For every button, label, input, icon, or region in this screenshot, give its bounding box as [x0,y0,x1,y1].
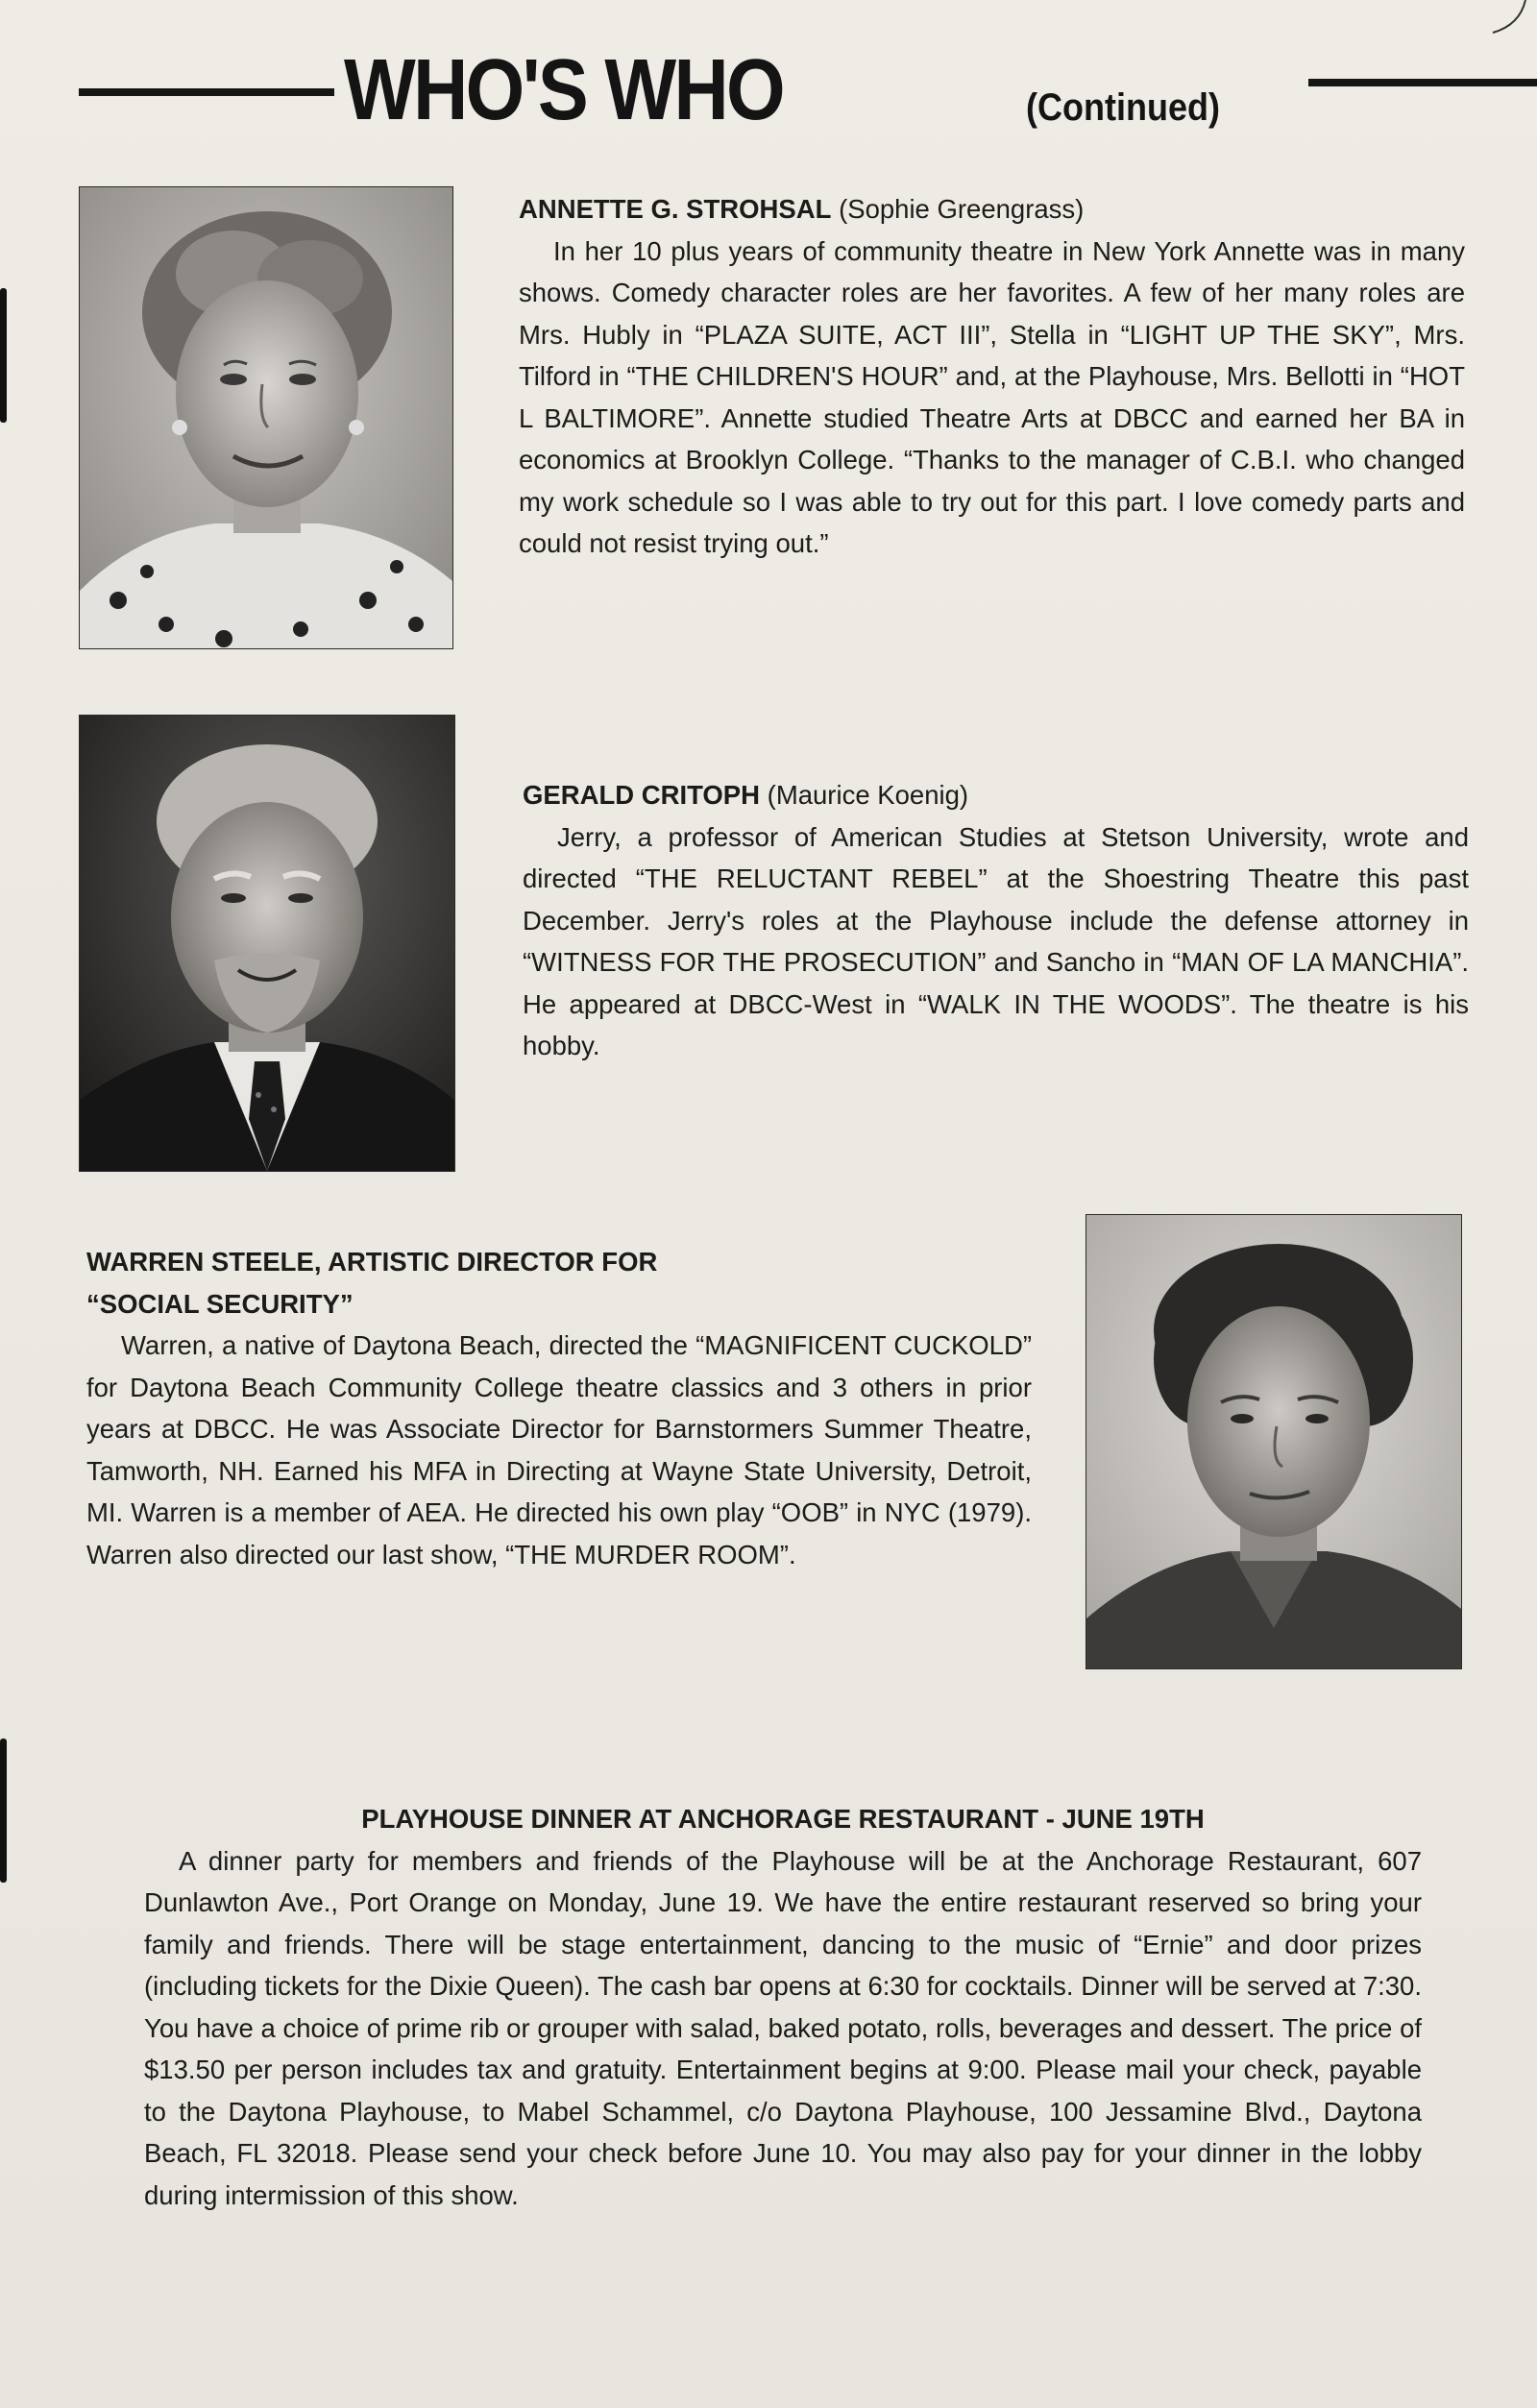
bio-name: GERALD CRITOPH [523,780,761,810]
portrait-man-casual-icon [1086,1215,1461,1668]
section-title: PLAYHOUSE DINNER AT ANCHORAGE RESTAURANT - JUNE 19TH [361,1804,1205,1834]
page-title: WHO'S WHO [344,42,784,138]
bio-body: Jerry, a professor of American Studies at Stetson University, wrote and directed “THE RELUCTANT REBEL” at the Shoestring Theatre this past December. Jerry's roles at the Playhouse include the defense attorney in “WITNESS FOR THE PROSECUTION” and Sancho in “MAN OF LA MANCHIA”. He appeared at DBCC-West in “WALK IN THE WOODS”. The theatre is his hobby. [523,821,1469,1060]
portrait-man-suit-icon [80,716,454,1171]
photo-gerald-critoph [79,715,455,1172]
bio-warren-steele [86,1241,1032,1575]
photo-annette-strohsal [79,186,453,649]
page-corner-curl-icon [1487,0,1533,46]
bio-heading [519,188,1465,231]
photo-warren-steele [1086,1214,1462,1669]
bio-annette-strohsal [519,188,1465,565]
bio-heading [523,774,1469,816]
bio-gerald-critoph [523,774,1469,1067]
bio-role: (Sophie Greengrass) [839,194,1085,224]
page-subtitle: (Continued) [1026,86,1220,129]
bio-name-line2: “SOCIAL SECURITY” [86,1288,354,1319]
section-body: A dinner party for members and friends of the Playhouse will be at the Anchorage Restaurant, 607 Dunlawton Ave., Port Orange on Monday, June 19. We have the entire restaurant reserved so bring your family and friends. There will be stage entertainment, dancing to the music of “Ernie” and door prizes (including tickets for the Dixie Queen). The cash bar opens at 6:30 for cocktails. Dinner will be served at 7:30. You have a choice of prime rib or grouper with salad, baked potato, rolls, beverages and dessert. The price of $13.50 per person includes tax and gratuity. Entertainment begins at 9:00. Please mail your check, payable to the Daytona Playhouse, to Mabel Schammel, c/o Daytona Playhouse, 100 Jessamine Blvd., Daytona Beach, FL 32018. Please send your check before June 10. You may also pay for your dinner in the lobby during intermission of this show. [144,1845,1422,2210]
bio-role: (Maurice Koenig) [767,780,969,810]
edge-mark-top [0,288,7,423]
dinner-announcement [144,1798,1422,2216]
bio-body: Warren, a native of Daytona Beach, directed the “MAGNIFICENT CUCKOLD” for Daytona Beach Community College theatre classics and 3 others in prior years at DBCC. He was Associate Director for Barnstormers Summer Theatre, Tamworth, NH. Earned his MFA in Directing at Wayne State University, Detroit, MI. Warren is a member of AEA. He directed his own play “OOB” in NYC (1979). Warren also directed our last show, “THE MURDER ROOM”. [86,1330,1032,1569]
title-rule-left [79,88,334,96]
bio-body: In her 10 plus years of community theatre in New York Annette was in many shows. Comedy character roles are her favorites. A few of her many roles are Mrs. Hubly in “PLAZA SUITE, ACT III”, Stella in “LIGHT UP THE SKY”, Mrs. Tilford in “THE CHILDREN'S HOUR” and, at the Playhouse, Mrs. Bellotti in “HOT L BALTIMORE”. Annette studied Theatre Arts at DBCC and earned her BA in economics at Brooklyn College. “Thanks to the manager of C.B.I. who changed my work schedule so I was able to try out for this part. I love comedy parts and could not resist trying out.” [519,235,1465,558]
edge-mark-bottom [0,1739,7,1883]
bio-name: ANNETTE G. STROHSAL [519,194,832,224]
title-rule-right [1308,79,1537,86]
portrait-woman-icon [80,187,452,648]
masthead [79,42,1462,138]
bio-name-line1: WARREN STEELE, ARTISTIC DIRECTOR FOR [86,1247,658,1277]
